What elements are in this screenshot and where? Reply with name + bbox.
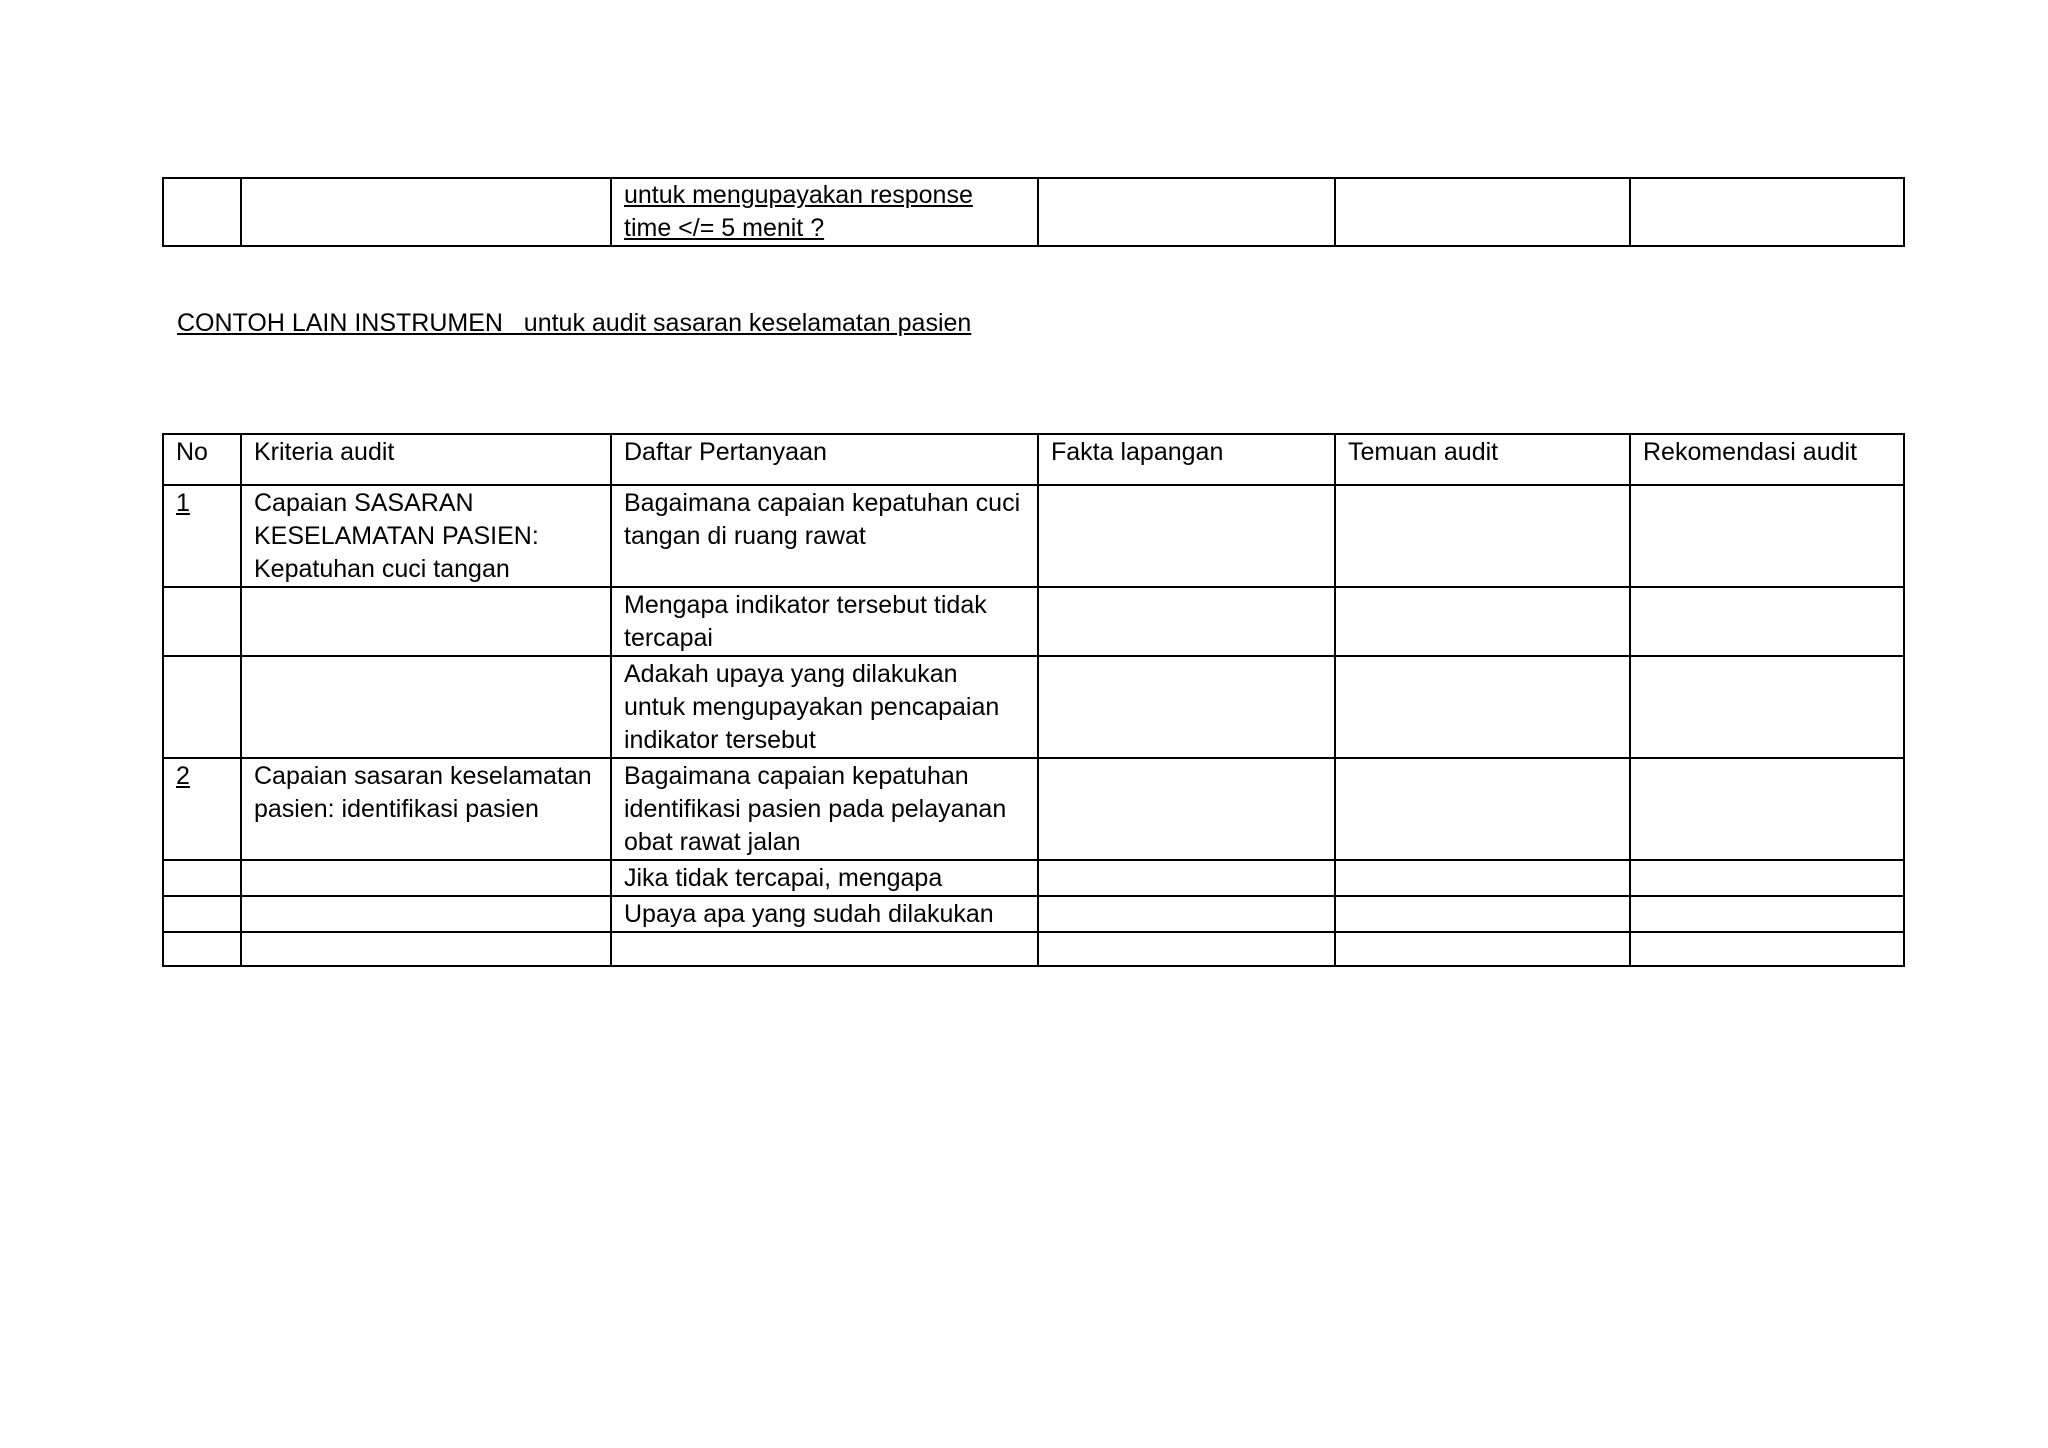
table-cell [1038,758,1335,860]
table-row [163,758,1904,860]
table-cell: Bagaimana capaian kepatuhan cuci tangan di ruang rawat [611,485,1038,587]
column-header-temuan: Temuan audit [1335,434,1630,485]
table-cell [1038,896,1335,932]
table-cell [1038,587,1335,656]
table-cell: Bagaimana capaian kepatuhan identifikasi pasien pada pelayanan obat rawat jalan [611,758,1038,860]
row-number [163,932,241,966]
table-cell: Adakah upaya yang dilakukan untuk mengupayakan pencapaian indikator tersebut [611,656,1038,758]
table-row [163,932,1904,966]
table-cell [1630,178,1904,246]
table-cell [241,860,611,896]
table-cell [241,587,611,656]
table-row [163,860,1904,896]
column-header-kriteria: Kriteria audit [241,434,611,485]
table-cell [1630,860,1904,896]
table-cell [1335,656,1630,758]
table-cell [1630,656,1904,758]
table-cell [1630,758,1904,860]
column-header-fakta: Fakta lapangan [1038,434,1335,485]
table-cell: Jika tidak tercapai, mengapa [611,860,1038,896]
table-cell: Capaian SASARAN KESELAMATAN PASIEN: Kepatuhan cuci tangan [241,485,611,587]
continuation-table [162,177,1905,247]
table-cell [1038,485,1335,587]
table-cell: Mengapa indikator tersebut tidak tercapai [611,587,1038,656]
table-cell [1335,587,1630,656]
row-number [163,860,241,896]
table-cell [1630,485,1904,587]
table-cell [1630,587,1904,656]
section-heading: CONTOH LAIN INSTRUMEN untuk audit sasaran keselamatan pasien [177,309,972,337]
table-cell [1335,758,1630,860]
table-cell: untuk mengupayakan response time </= 5 menit ? [611,178,1038,246]
table-cell [241,656,611,758]
table-cell [241,896,611,932]
row-number [163,896,241,932]
table-cell [611,932,1038,966]
table-cell [241,932,611,966]
table-row [163,178,1904,246]
table-row [163,656,1904,758]
table-cell [1335,932,1630,966]
row-number [163,656,241,758]
table-cell [1335,178,1630,246]
audit-table [162,433,1905,967]
table-cell [1038,932,1335,966]
table-row [163,485,1904,587]
table-cell [1038,656,1335,758]
table-cell [1630,896,1904,932]
table-cell [1038,860,1335,896]
column-header-no: No [163,434,241,485]
table-cell [241,178,611,246]
table-header-row [163,434,1904,485]
table-cell [1630,932,1904,966]
table-cell [1335,485,1630,587]
table-cell [1335,860,1630,896]
table-row [163,896,1904,932]
table-cell [1038,178,1335,246]
row-number [163,587,241,656]
table-row [163,587,1904,656]
column-header-rekomendasi: Rekomendasi audit [1630,434,1904,485]
table-cell [1335,896,1630,932]
column-header-pertanyaan: Daftar Pertanyaan [611,434,1038,485]
table-cell: Capaian sasaran keselamatan pasien: identifikasi pasien [241,758,611,860]
row-number: 2 [163,758,241,860]
row-number: 1 [163,485,241,587]
table-cell [163,178,241,246]
table-cell: Upaya apa yang sudah dilakukan [611,896,1038,932]
